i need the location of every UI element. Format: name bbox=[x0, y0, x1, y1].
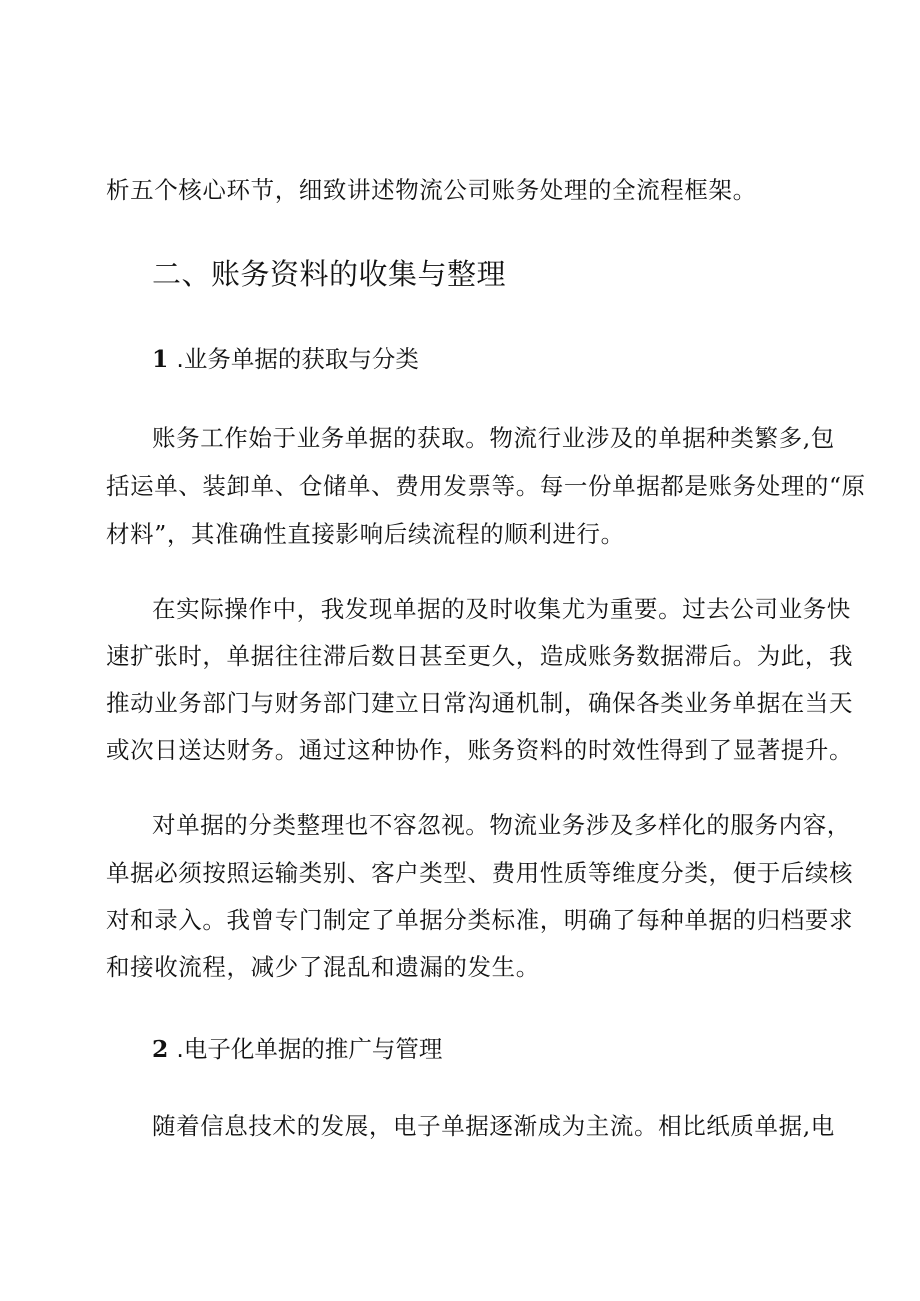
subsection-1-title: .业务单据的获取与分类 bbox=[176, 345, 419, 373]
paragraph-2-line: 速扩张时，单据往往滞后数日甚至更久，造成账务数据滞后。为此，我 bbox=[106, 642, 854, 670]
subsection-2-number: 2 bbox=[152, 1035, 169, 1063]
paragraph-intro-tail-line: 析五个核心环节，细致讲述物流公司账务处理的全流程框架。 bbox=[106, 176, 757, 204]
subsection-1-number: 1 bbox=[152, 345, 169, 373]
section-heading: 二、账务资料的收集与整理 bbox=[152, 257, 507, 291]
paragraph-3-line: 和接收流程，减少了混乱和遗漏的发生。 bbox=[106, 953, 540, 981]
paragraph-3-line: 对单据的分类整理也不容忽视。物流业务涉及多样化的服务内容， bbox=[152, 811, 851, 839]
paragraph-4-line: 随着信息技术的发展，电子单据逐渐成为主流。相比纸质单据,电 bbox=[152, 1112, 835, 1140]
paragraph-2-line: 在实际操作中，我发现单据的及时收集尤为重要。过去公司业务快 bbox=[152, 595, 851, 623]
paragraph-3-line: 单据必须按照运输类别、客户类型、费用性质等维度分类，便于后续核 bbox=[106, 859, 854, 887]
paragraph-1-line: 账务工作始于业务单据的获取。物流行业涉及的单据种类繁多,包 bbox=[152, 424, 835, 452]
subsection-2-heading bbox=[152, 1034, 442, 1064]
subsection-2-title: .电子化单据的推广与管理 bbox=[176, 1035, 443, 1063]
paragraph-1-line: 括运单、装卸单、仓储单、费用发票等。每一份单据都是账务处理的“原 bbox=[106, 472, 866, 500]
paragraph-2-line: 推动业务部门与财务部门建立日常沟通机制，确保各类业务单据在当天 bbox=[106, 689, 854, 717]
paragraph-1-line: 材料”，其准确性直接影响后续流程的顺利进行。 bbox=[106, 520, 625, 548]
subsection-1-heading bbox=[152, 344, 419, 374]
paragraph-2-line: 或次日送达财务。通过这种协作，账务资料的时效性得到了显著提升。 bbox=[106, 736, 854, 764]
paragraph-3-line: 对和录入。我曾专门制定了单据分类标准，明确了每种单据的归档要求 bbox=[106, 906, 854, 934]
